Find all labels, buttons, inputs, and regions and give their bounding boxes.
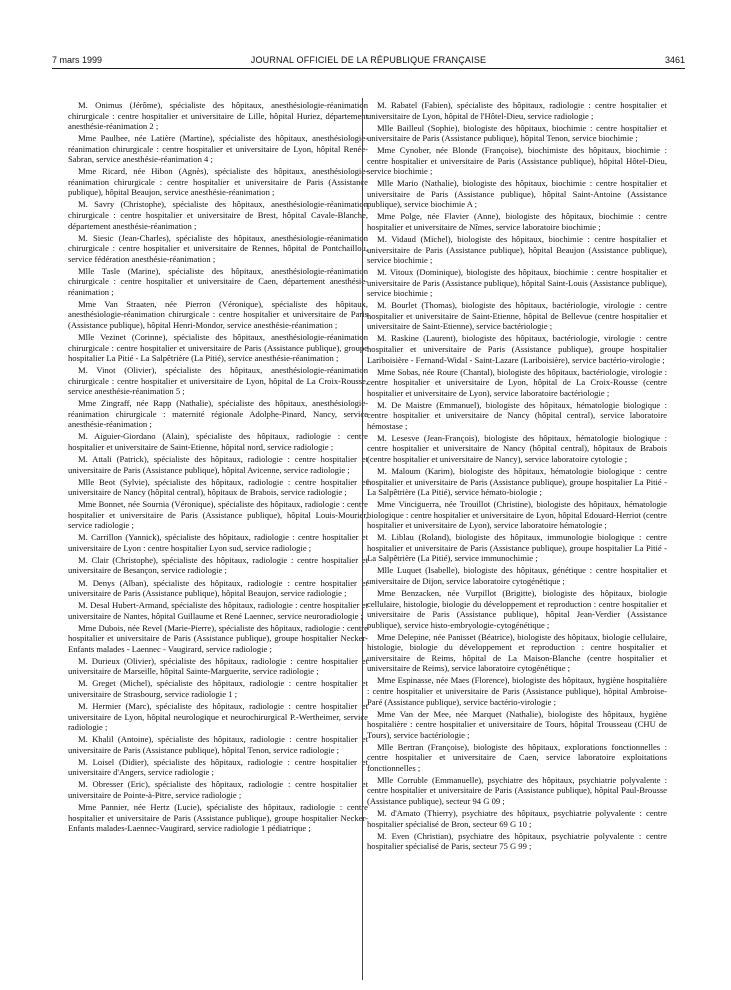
entry-paragraph: M. Lesesve (Jean-François), biologiste des hôpitaux, hématologie biologique : centre hospitalier et universitaire de Nancy (hôpital central), hôpitaux de Brabois (centre hospitalier et universitaire de Nancy), service laboratoire cytologie ; xyxy=(367,432,667,464)
entry-paragraph: M. Vinot (Olivier), spécialiste des hôpitaux, anesthésiologie-réanimation chirurgicale : centre hospitalier et universitaire de Lyon, hôpital de La Croix-Rousse, service anesthésie-réanimation 5 ; xyxy=(68,365,368,397)
entry-paragraph: Mme Bonnet, née Sournia (Véronique), spécialiste des hôpitaux, radiologie : centre hospitalier et universitaire de Paris (Assistance publique), hôpital Louis-Mourier, service radiologie ; xyxy=(68,499,368,531)
entry-paragraph: Mlle Beot (Sylvie), spécialiste des hôpitaux, radiologie : centre hospitalier et universitaire de Nancy (hôpital central), hôpitaux de Brabois, service radiologie ; xyxy=(68,476,368,498)
entry-paragraph: M. Aiguier-Giordano (Alain), spécialiste des hôpitaux, radiologie : centre hospitalier et universitaire de Saint-Etienne, hôpital nord, service radiologie ; xyxy=(68,431,368,452)
entry-paragraph: Mme Pannier, née Hertz (Lucie), spécialiste des hôpitaux, radiologie : centre hospitalier et universitaire de Paris (Assistance publique), groupe hospitalier Necker-Enfants malades-Laennec-Vaugirard, service radiologie 1 pédiatrique ; xyxy=(68,801,368,834)
entry-paragraph: M. Loisel (Didier), spécialiste des hôpitaux, radiologie : centre hospitalier et universitaire d'Angers, service radiologie ; xyxy=(68,756,368,778)
entry-paragraph: Mlle Mario (Nathalie), biologiste des hôpitaux, biochimie : centre hospitalier et universitaire de Paris (Assistance publique), hôpital Saint-Antoine (Assistance publique), service biochimie A ; xyxy=(367,178,667,210)
entry-paragraph: Mme Delepine, née Panisset (Béatrice), biologiste des hôpitaux, biologie cellulaire, histologie, biologie du développement et reproduction : centre hospitalier et universitaire de Reims, hôpital de La Maison-Blanche (centre hospitalier et universitaire de Reims), service laboratoire cytogénétique ; xyxy=(367,631,667,674)
entry-paragraph: Mlle Vezinet (Corinne), spécialiste des hôpitaux, anesthésiologie-réanimation chirurgicale : centre hospitalier et universitaire de Paris (Assistance publique), groupe hospitalier La Pitié - La Salpêtrière (La Pitié), service anesthésie-réanimation ; xyxy=(68,331,368,364)
entry-paragraph: M. Attali (Patrick), spécialiste des hôpitaux, radiologie : centre hospitalier et universitaire de Paris (Assistance publique), hôpital Avicenne, service radiologie ; xyxy=(68,454,368,475)
entry-paragraph: M. Carrillon (Yannick), spécialiste des hôpitaux, radiologie : centre hospitalier et universitaire de Lyon : centre hospitalier Lyon sud, service radiologie ; xyxy=(68,532,368,553)
entry-paragraph: Mme Benzacken, née Vurpillot (Brigitte), biologiste des hôpitaux, biologie cellulaire, histologie, biologie du développement et reproduction : centre hospitalier et universitaire de Paris (Assistance publique), hôpital Jean-Verdier (Assistance publique), service histo-embryologie-cytogénétique ; xyxy=(367,588,667,630)
entry-paragraph: Mlle Bertran (Françoise), biologiste des hôpitaux, explorations fonctionnelles : centre hospitalier et universitaire de Caen, service laboratoire exploitations fonctionnelles ; xyxy=(367,741,667,773)
header-rule xyxy=(52,68,685,69)
entry-paragraph: M. Clair (Christophe), spécialiste des hôpitaux, radiologie : centre hospitalier et universitaire de Besançon, service radiologie ; xyxy=(68,554,368,576)
page-number: 3461 xyxy=(664,55,685,65)
entry-paragraph: M. Durieux (Olivier), spécialiste des hôpitaux, radiologie : centre hospitalier et universitaire de Marseille, hôpital Sainte-Marguerite, service radiologie ; xyxy=(68,655,368,677)
entry-paragraph: M. Savry (Christophe), spécialiste des hôpitaux, anesthésiologie-réanimation chirurgicale : centre hospitalier et universitaire de Brest, hôpital Cavale-Blanche, département anesthésie-réanimation ; xyxy=(68,199,368,231)
entry-paragraph: M. Obresser (Eric), spécialiste des hôpitaux, radiologie : centre hospitalier et universitaire de Pointe-à-Pitre, service radiologie ; xyxy=(68,779,368,800)
entry-paragraph: M. Bourlet (Thomas), biologiste des hôpitaux, bactériologie, virologie : centre hospitalier et universitaire de Saint-Etienne, hôpital de Bellevue (centre hospitalier et universitaire de Saint-Etienne), service bactériologie ; xyxy=(367,300,667,332)
entry-paragraph: M. Onimus (Jérôme), spécialiste des hôpitaux, anesthésiologie-réanimation chirurgicale : centre hospitalier et universitaire de Lille, hôpital Huriez, département anesthésie-réanimation 2 ; xyxy=(68,100,368,132)
entry-paragraph: Mme Van der Mee, née Marquet (Nathalie), biologiste des hôpitaux, hygiène hospitalière : centre hospitalier et universitaire de Tours, hôpital Trousseau (CHU de Tours), service bactériologie ; xyxy=(367,708,667,740)
entry-paragraph: M. Denys (Alban), spécialiste des hôpitaux, radiologie : centre hospitalier et universitaire de Paris (Assistance publique), hôpital Beaujon, service radiologie ; xyxy=(68,577,368,599)
column-divider xyxy=(362,98,363,980)
entry-paragraph: M. d'Amato (Thierry), psychiatre des hôpitaux, psychiatrie polyvalente : centre hospitalier spécialisé de Bron, secteur 69 G 10 ; xyxy=(367,808,667,829)
entry-paragraph: Mme Paulhee, née Latière (Martine), spécialiste des hôpitaux, anesthésiologie-réanimation chirurgicale : centre hospitalier et universitaire de Lyon, hôpital Renée-Sabran, service anesthésie-réanimation 4 ; xyxy=(68,133,368,165)
entry-paragraph: M. Greget (Michel), spécialiste des hôpitaux, radiologie : centre hospitalier et universitaire de Strasbourg, service radiologie 1 ; xyxy=(68,678,368,699)
entry-paragraph: M. Siesic (Jean-Charles), spécialiste des hôpitaux, anesthésiologie-réanimation chirurgicale : centre hospitalier et universitaire de Rennes, hôpital de Pontchaillou, service fédération anesthésie-réanimation ; xyxy=(68,232,368,264)
journal-title: JOURNAL OFFICIEL DE LA RÉPUBLIQUE FRANÇAISE xyxy=(250,55,487,65)
entry-paragraph: M. Liblau (Roland), biologiste des hôpitaux, immunologie biologique : centre hospitalier et universitaire de Paris (Assistance publique), groupe hospitalier La Pitié - La Salpêtrière (La Pitié), service immunochimie ; xyxy=(367,532,667,564)
entry-paragraph: Mme Espinasse, née Maes (Florence), biologiste des hôpitaux, hygiène hospitalière : centre hospitalier et universitaire de Paris (Assistance publique), hôpital Ambroise-Paré (Assistance publique), service bactério-virologie ; xyxy=(367,675,667,707)
entry-paragraph: Mme Dubois, née Revel (Marie-Pierre), spécialiste des hôpitaux, radiologie : centre hospitalier et universitaire de Paris (Assistance publique), groupe hospitalier Necker-Enfants malades - Laennec - Vaugirard, service radiologie ; xyxy=(68,622,368,654)
entry-paragraph: M. Maloum (Karim), biologiste des hôpitaux, hématologie biologique : centre hospitalier et universitaire de Paris (Assistance publique), groupe hospitalier La Pitié - La Salpêtrière (La Pitié), service hémato-biologie ; xyxy=(367,466,667,498)
right-column xyxy=(367,100,667,980)
entry-paragraph: Mme Vinciguerra, née Trouillot (Christine), biologiste des hôpitaux, hématologie biologique : centre hospitalier et universitaire de Lyon, hôpital Edouard-Herriot (centre hospitalier et universitaire de Lyon), service laboratoire hématologie ; xyxy=(367,499,667,531)
entry-paragraph: Mme Zingraff, née Rapp (Nathalie), spécialiste des hôpitaux, anesthésiologie-réanimation chirurgicale : maternité régionale Adolphe-Pinard, Nancy, service anesthésie-réanimation ; xyxy=(68,398,368,430)
entry-paragraph: M. Vitoux (Dominique), biologiste des hôpitaux, biochimie : centre hospitalier et universitaire de Paris (Assistance publique), hôpital Saint-Louis (Assistance publique), service biochimie ; xyxy=(367,267,667,299)
entry-paragraph: M. Rabatel (Fabien), spécialiste des hôpitaux, radiologie : centre hospitalier et universitaire de Lyon, hôpital de l'Hôtel-Dieu, service radiologie ; xyxy=(367,100,667,121)
entry-paragraph: Mlle Corruble (Emmanuelle), psychiatre des hôpitaux, psychiatrie polyvalente : centre hospitalier et universitaire de Paris (Assistance publique), hôpital Paul-Brousse (Assistance publique), secteur 94 G 09 ; xyxy=(367,774,667,806)
entry-paragraph: M. Raskine (Laurent), biologiste des hôpitaux, bactériologie, virologie : centre hospitalier et universitaire de Paris (Assistance publique), groupe hospitalier Lariboisière - Fernand-Widal - Saint-Lazare (Lariboisière), service bactério-virologie ; xyxy=(367,333,667,365)
entry-paragraph: M. Even (Christian), psychiatre des hôpitaux, psychiatrie polyvalente : centre hospitalier spécialisé de Paris, secteur 75 G 99 ; xyxy=(367,830,667,852)
entry-paragraph: M. Hermier (Marc), spécialiste des hôpitaux, radiologie : centre hospitalier et universitaire de Lyon, hôpital neurologique et neurochirurgical P.-Wertheimer, service radiologie ; xyxy=(68,701,368,733)
entry-paragraph: Mlle Bailleul (Sophie), biologiste des hôpitaux, biochimie : centre hospitalier et universitaire de Paris (Assistance publique), hôpital Tenon, service biochimie ; xyxy=(367,122,667,144)
issue-date: 7 mars 1999 xyxy=(52,55,103,65)
entry-paragraph: Mme Polge, née Flavier (Anne), biologiste des hôpitaux, biochimie : centre hospitalier et universitaire de Nîmes, service laboratoire biochimie ; xyxy=(367,211,667,233)
entry-paragraph: Mme Cynober, née Blonde (Françoise), biochimiste des hôpitaux, biochimie : centre hospitalier et universitaire de Paris (Assistance publique), hôpital Hôtel-Dieu, service biochimie ; xyxy=(367,145,667,177)
page-header xyxy=(52,55,685,69)
entry-paragraph: M. Desal Hubert-Armand, spécialiste des hôpitaux, radiologie : centre hospitalier et universitaire de Nantes, hôpital Guillaume et René Laennec, service neuroradiologie ; xyxy=(68,600,368,621)
entry-paragraph: Mme Sobas, née Roure (Chantal), biologiste des hôpitaux, bactériologie, virologie : centre hospitalier et universitaire de Lyon, hôpital de La Croix-Rousse (centre hospitalier et universitaire de Lyon), service laboratoire bactériologie ; xyxy=(367,366,667,398)
entry-paragraph: Mme Ricard, née Hibon (Agnès), spécialiste des hôpitaux, anesthésiologie-réanimation chirurgicale : centre hospitalier et universitaire de Paris (Assistance publique), hôpital Beaujon, service anesthésie-réanimation ; xyxy=(68,166,368,198)
entry-paragraph: M. Khalil (Antoine), spécialiste des hôpitaux, radiologie : centre hospitalier et universitaire de Paris (Assistance publique), hôpital Tenon, service radiologie ; xyxy=(68,734,368,755)
entry-paragraph: Mlle Luquet (Isabelle), biologiste des hôpitaux, génétique : centre hospitalier et universitaire de Dijon, service laboratoire cytogénétique ; xyxy=(367,565,667,587)
left-column xyxy=(68,100,368,980)
entry-paragraph: M. Vidaud (Michel), biologiste des hôpitaux, biochimie : centre hospitalier et universitaire de Paris (Assistance publique), hôpital Beaujon (Assistance publique), service biochimie ; xyxy=(367,234,667,266)
entry-paragraph: Mme Van Straaten, née Pierron (Véronique), spécialiste des hôpitaux, anesthésiologie-réanimation chirurgicale : centre hospitalier et universitaire de Paris (Assistance publique), hôpital Henri-Mondor, service anesthésie-réanimation ; xyxy=(68,298,368,330)
entry-paragraph: Mlle Tasle (Marine), spécialiste des hôpitaux, anesthésiologie-réanimation chirurgicale : centre hospitalier et universitaire de Caen, département anesthésie-réanimation ; xyxy=(68,265,368,297)
entry-paragraph: M. De Maistre (Emmanuel), biologiste des hôpitaux, hématologie biologique : centre hospitalier et universitaire de Nancy (hôpital central), service laboratoire hémostase ; xyxy=(367,399,667,431)
